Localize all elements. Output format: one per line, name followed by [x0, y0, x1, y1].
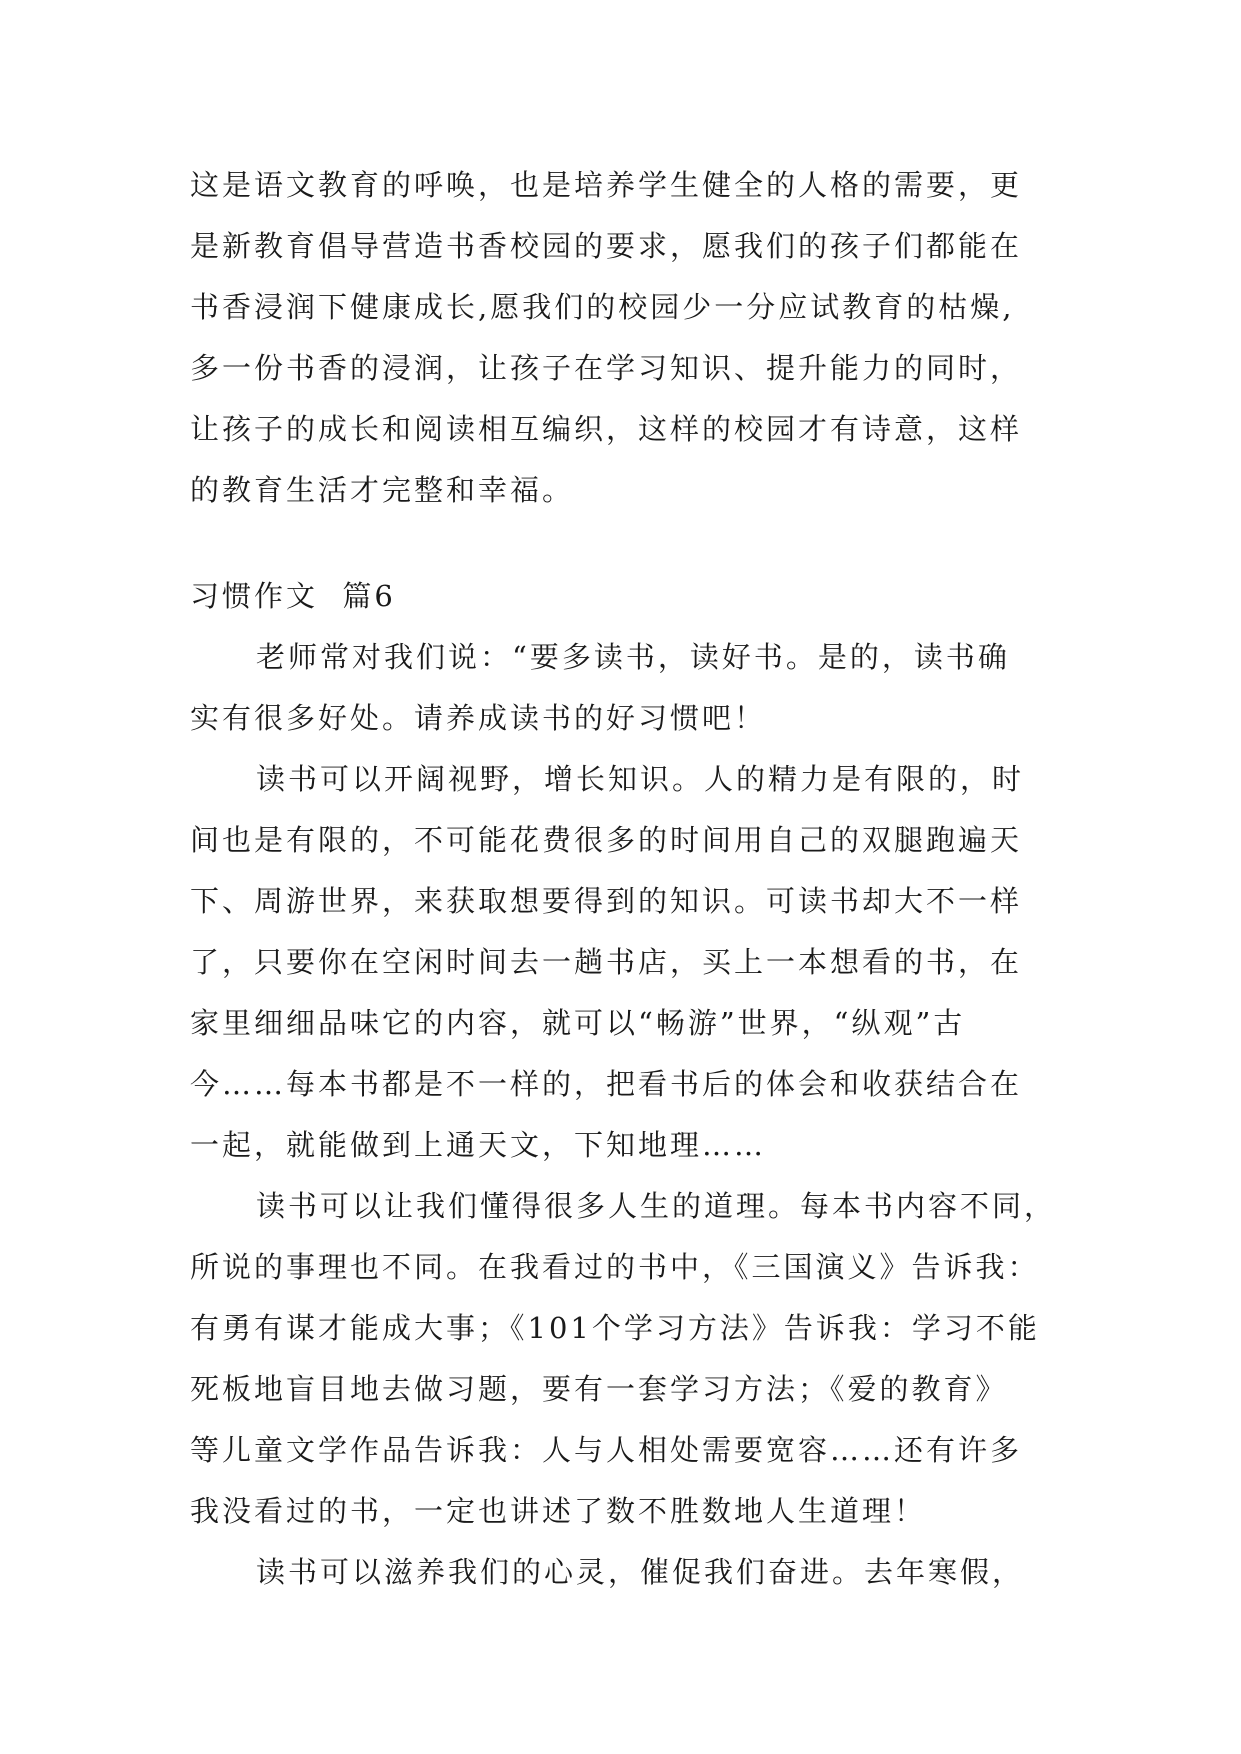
- text-line: 的教育生活才完整和幸福。: [190, 473, 575, 507]
- paragraph-first-line: 读书可以让我们懂得很多人生的道理。每本书内容不同，: [256, 1189, 1057, 1223]
- text-line: 死板地盲目地去做习题，要有一套学习方法；《爱的教育》: [190, 1372, 1008, 1406]
- text-line: 间也是有限的，不可能花费很多的时间用自己的双腿跑遍天: [190, 823, 1023, 857]
- text-line: 我没看过的书，一定也讲述了数不胜数地人生道理！: [190, 1494, 927, 1528]
- text-line: 等儿童文学作品告诉我：人与人相处需要宽容……还有许多: [190, 1433, 1023, 1467]
- paragraph-first-line: 读书可以开阔视野，增长知识。人的精力是有限的，时: [256, 762, 1025, 796]
- section-heading: [190, 566, 1090, 627]
- paragraph-first-line: 老师常对我们说：“要多读书，读好书。是的，读书确: [256, 640, 1010, 674]
- text-line: 家里细细品味它的内容，就可以“畅游”世界，“纵观”古: [190, 1006, 966, 1040]
- text-line: 所说的事理也不同。在我看过的书中，《三国演义》告诉我：: [190, 1250, 1040, 1284]
- text-line: 一起，就能做到上通天文，下知地理……: [190, 1128, 767, 1162]
- text-line: 这是语文教育的呼唤，也是培养学生健全的人格的需要，更: [190, 168, 1023, 202]
- text-line: 下、周游世界，来获取想要得到的知识。可读书却大不一样: [190, 884, 1023, 918]
- text-line: 多一份书香的浸润，让孩子在学习知识、提升能力的同时，: [190, 351, 1023, 385]
- text-line: 实有很多好处。请养成读书的好习惯吧！: [190, 701, 767, 735]
- heading-text: 习惯作文 篇6: [190, 579, 396, 613]
- essay-body: [190, 627, 1090, 1603]
- text-line: 了，只要你在空闲时间去一趟书店，买上一本想看的书，在: [190, 945, 1023, 979]
- paragraph-first-line: 读书可以滋养我们的心灵，催促我们奋进。去年寒假，: [256, 1555, 1025, 1589]
- text-line: 今……每本书都是不一样的，把看书后的体会和收获结合在: [190, 1067, 1023, 1101]
- text-line: 是新教育倡导营造书香校园的要求，愿我们的孩子们都能在: [190, 229, 1023, 263]
- intro-paragraph: [190, 155, 1090, 521]
- text-line: 有勇有谋才能成大事；《101个学习方法》告诉我：学习不能: [190, 1311, 1040, 1345]
- text-line: 书香浸润下健康成长,愿我们的校园少一分应试教育的枯燥,: [190, 290, 1015, 324]
- text-line: 让孩子的成长和阅读相互编织，这样的校园才有诗意，这样: [190, 412, 1023, 446]
